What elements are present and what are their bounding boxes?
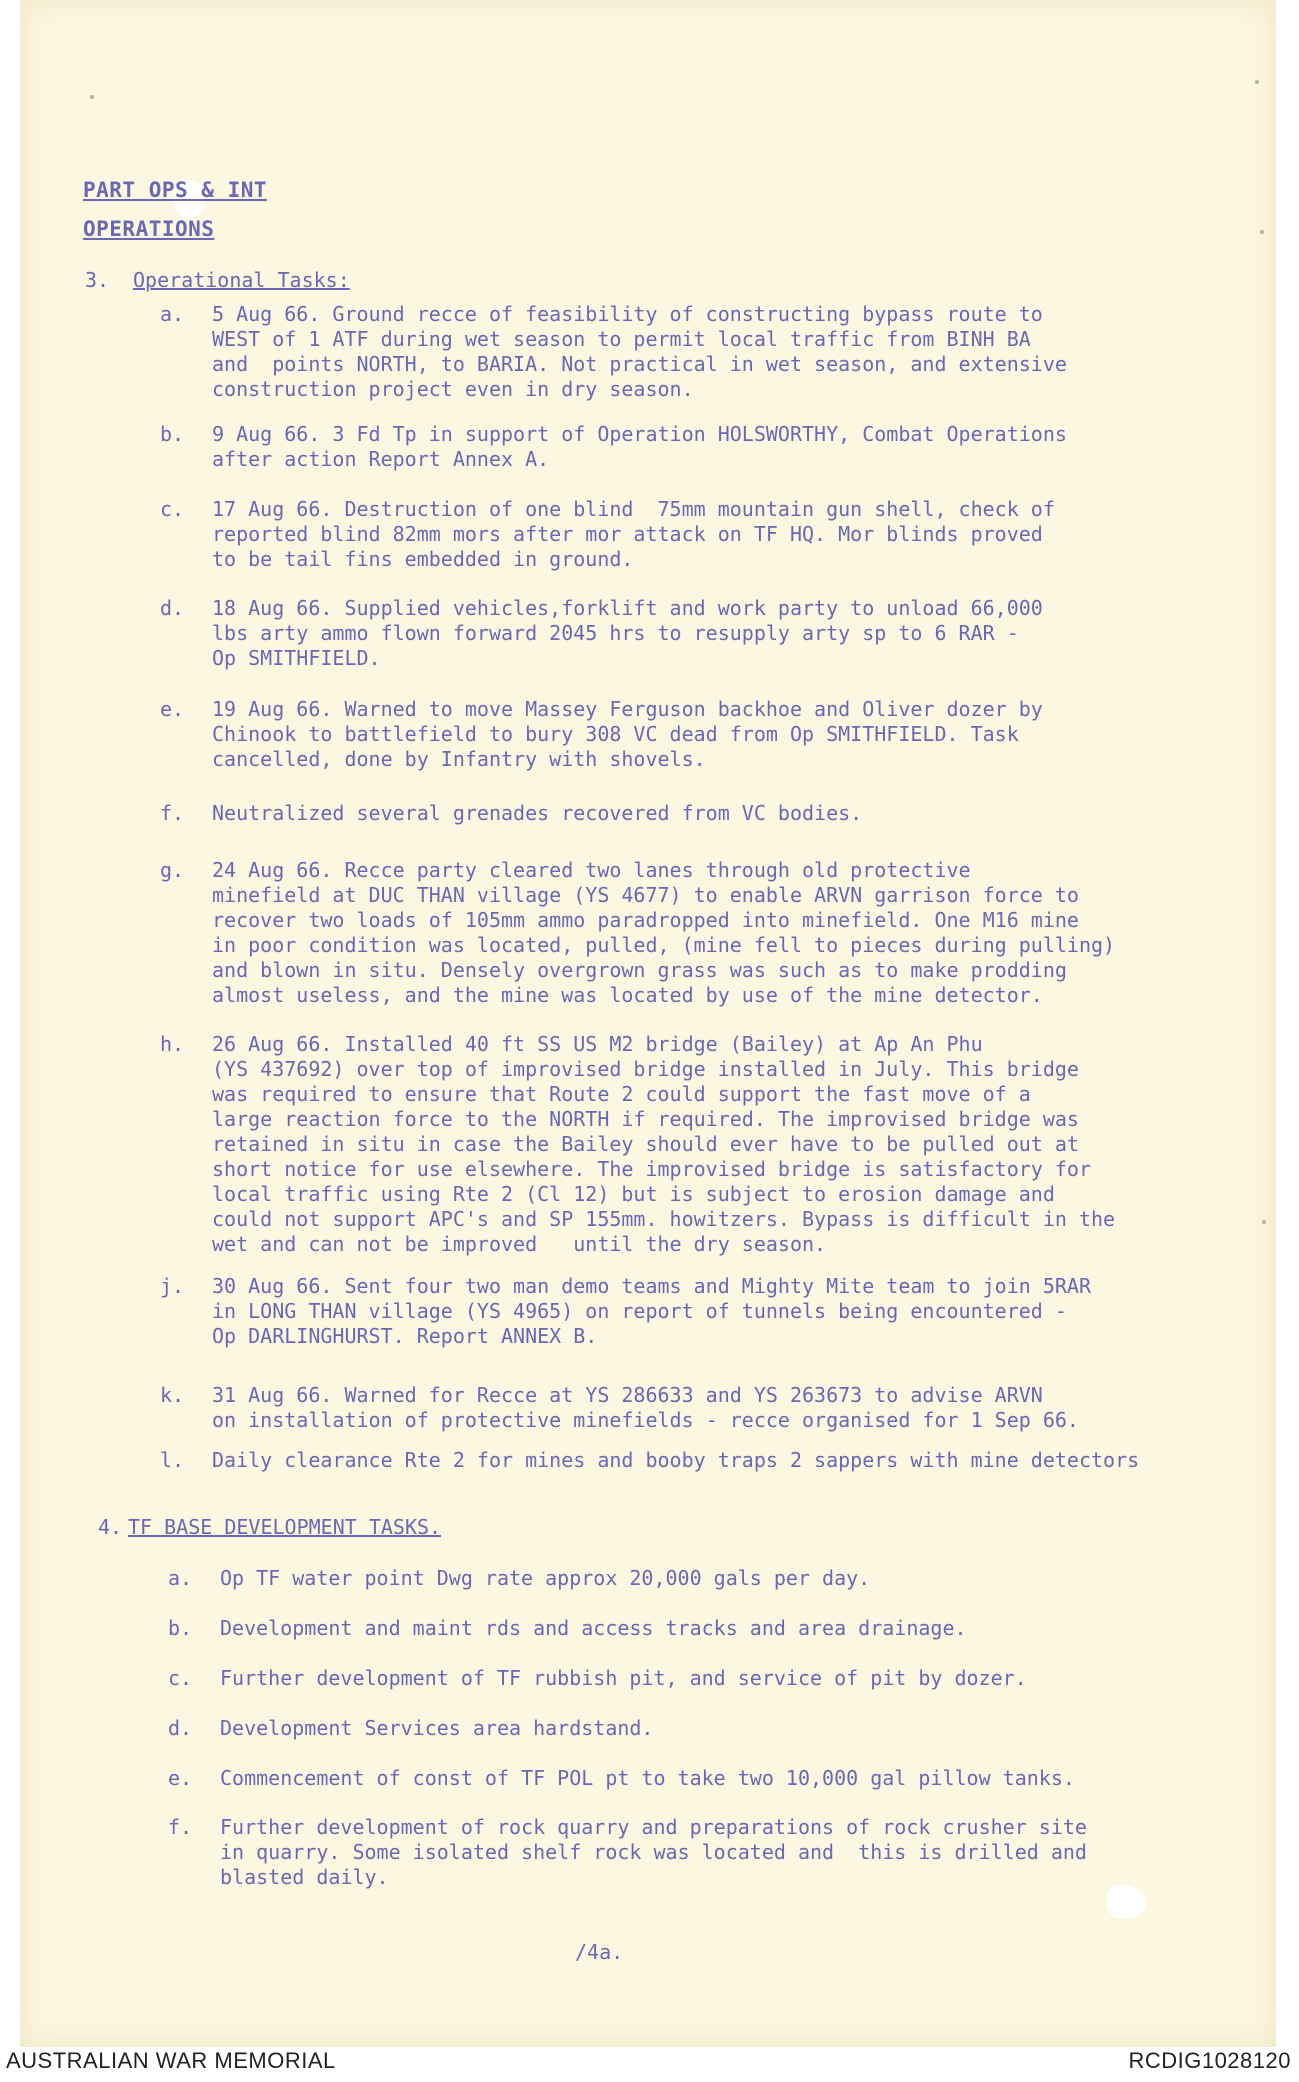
section-4-title: TF BASE DEVELOPMENT TASKS. bbox=[128, 1515, 442, 1539]
item-text: 5 Aug 66. Ground recce of feasibility of constructing bypass route to WEST of 1 ATF during wet season to permit local traffic from BINH BA and points NORTH, to BARIA. Not practical in wet season, and extensive construction project even in dry season. bbox=[212, 302, 1067, 401]
item-label: a. bbox=[160, 302, 185, 326]
item-label: g. bbox=[160, 858, 185, 882]
speck bbox=[1255, 80, 1259, 84]
item-label: b. bbox=[160, 422, 185, 446]
section-4-number: 4. bbox=[98, 1515, 123, 1539]
document-page bbox=[20, 0, 1276, 2047]
item-text: 24 Aug 66. Recce party cleared two lanes through old protective minefield at DUC THAN village (YS 4677) to enable ARVN garrison force to recover two loads of 105mm ammo paradropped into minefield. One M16 mine in poor condition was located, pulled, (mine fell to pieces during pulling) and blown in situ. Densely overgrown grass was such as to make prodding almost useless, and the mine was located by use of the mine detector. bbox=[212, 858, 1116, 1007]
item-label: a. bbox=[168, 1566, 193, 1590]
item-text: Daily clearance Rte 2 for mines and booby traps 2 sappers with mine detectors bbox=[212, 1448, 1140, 1472]
speck bbox=[1262, 1220, 1266, 1224]
section-3-number: 3. bbox=[85, 268, 110, 292]
item-text: Development Services area hardstand. bbox=[220, 1716, 654, 1740]
page-reference: /4a. bbox=[575, 1940, 624, 1964]
item-text: Further development of rock quarry and preparations of rock crusher site in quarry. Some isolated shelf rock was located and this is drilled and blasted daily. bbox=[220, 1815, 1087, 1889]
item-text: Further development of TF rubbish pit, and service of pit by dozer. bbox=[220, 1666, 1027, 1690]
item-label: k. bbox=[160, 1383, 185, 1407]
operations-heading: OPERATIONS bbox=[83, 217, 215, 241]
footer-source: AUSTRALIAN WAR MEMORIAL bbox=[6, 2048, 336, 2073]
item-text: 19 Aug 66. Warned to move Massey Ferguson backhoe and Oliver dozer by Chinook to battlefield to bury 308 VC dead from Op SMITHFIELD. Task cancelled, done by Infantry with shovels. bbox=[212, 697, 1043, 771]
part-title: PART OPS & INT bbox=[83, 178, 268, 202]
item-text: 18 Aug 66. Supplied vehicles,forklift and work party to unload 66,000 lbs arty ammo flown forward 2045 hrs to resupply arty sp to 6 RAR - Op SMITHFIELD. bbox=[212, 596, 1043, 670]
item-label: d. bbox=[160, 596, 185, 620]
speck bbox=[1260, 230, 1264, 234]
item-label: d. bbox=[168, 1716, 193, 1740]
item-text: Neutralized several grenades recovered from VC bodies. bbox=[212, 801, 863, 825]
footer-id: RCDIG1028120 bbox=[1128, 2048, 1291, 2073]
item-text: Development and maint rds and access tracks and area drainage. bbox=[220, 1616, 967, 1640]
torn-corner bbox=[1106, 1885, 1146, 1919]
item-text: 30 Aug 66. Sent four two man demo teams and Mighty Mite team to join 5RAR in LONG THAN village (YS 4965) on report of tunnels being encountered - Op DARLINGHURST. Report ANNEX B. bbox=[212, 1274, 1091, 1348]
item-label: c. bbox=[168, 1666, 193, 1690]
item-label: c. bbox=[160, 497, 185, 521]
section-3-title: Operational Tasks: bbox=[133, 268, 350, 292]
item-label: h. bbox=[160, 1032, 185, 1056]
item-text: 9 Aug 66. 3 Fd Tp in support of Operation HOLSWORTHY, Combat Operations after action Report Annex A. bbox=[212, 422, 1067, 471]
item-label: f. bbox=[160, 801, 185, 825]
item-label: b. bbox=[168, 1616, 193, 1640]
speck bbox=[90, 95, 94, 99]
item-text: 26 Aug 66. Installed 40 ft SS US M2 bridge (Bailey) at Ap An Phu (YS 437692) over top of improvised bridge installed in July. This bridge was required to ensure that Route 2 could support the fast move of a large reaction force to the NORTH if required. The improvised bridge was retained in situ in case the Bailey should ever have to be pulled out at short notice for use elsewhere. The improvised bridge is satisfactory for local traffic using Rte 2 (Cl 12) but is subject to erosion damage and could not support APC's and SP 155mm. howitzers. Bypass is difficult in the wet and can not be improved until the dry season. bbox=[212, 1032, 1116, 1256]
item-text: 17 Aug 66. Destruction of one blind 75mm mountain gun shell, check of reported blind 82mm mors after mor attack on TF HQ. Mor blinds proved to be tail fins embedded in ground. bbox=[212, 497, 1055, 571]
item-text: 31 Aug 66. Warned for Recce at YS 286633 and YS 263673 to advise ARVN on installation of protective minefields - recce organised for 1 Sep 66. bbox=[212, 1383, 1079, 1432]
item-label: f. bbox=[168, 1815, 193, 1839]
item-label: l. bbox=[160, 1448, 185, 1472]
item-label: j. bbox=[160, 1274, 185, 1298]
item-text: Commencement of const of TF POL pt to take two 10,000 gal pillow tanks. bbox=[220, 1766, 1075, 1790]
item-label: e. bbox=[168, 1766, 193, 1790]
item-label: e. bbox=[160, 697, 185, 721]
item-text: Op TF water point Dwg rate approx 20,000 gals per day. bbox=[220, 1566, 871, 1590]
